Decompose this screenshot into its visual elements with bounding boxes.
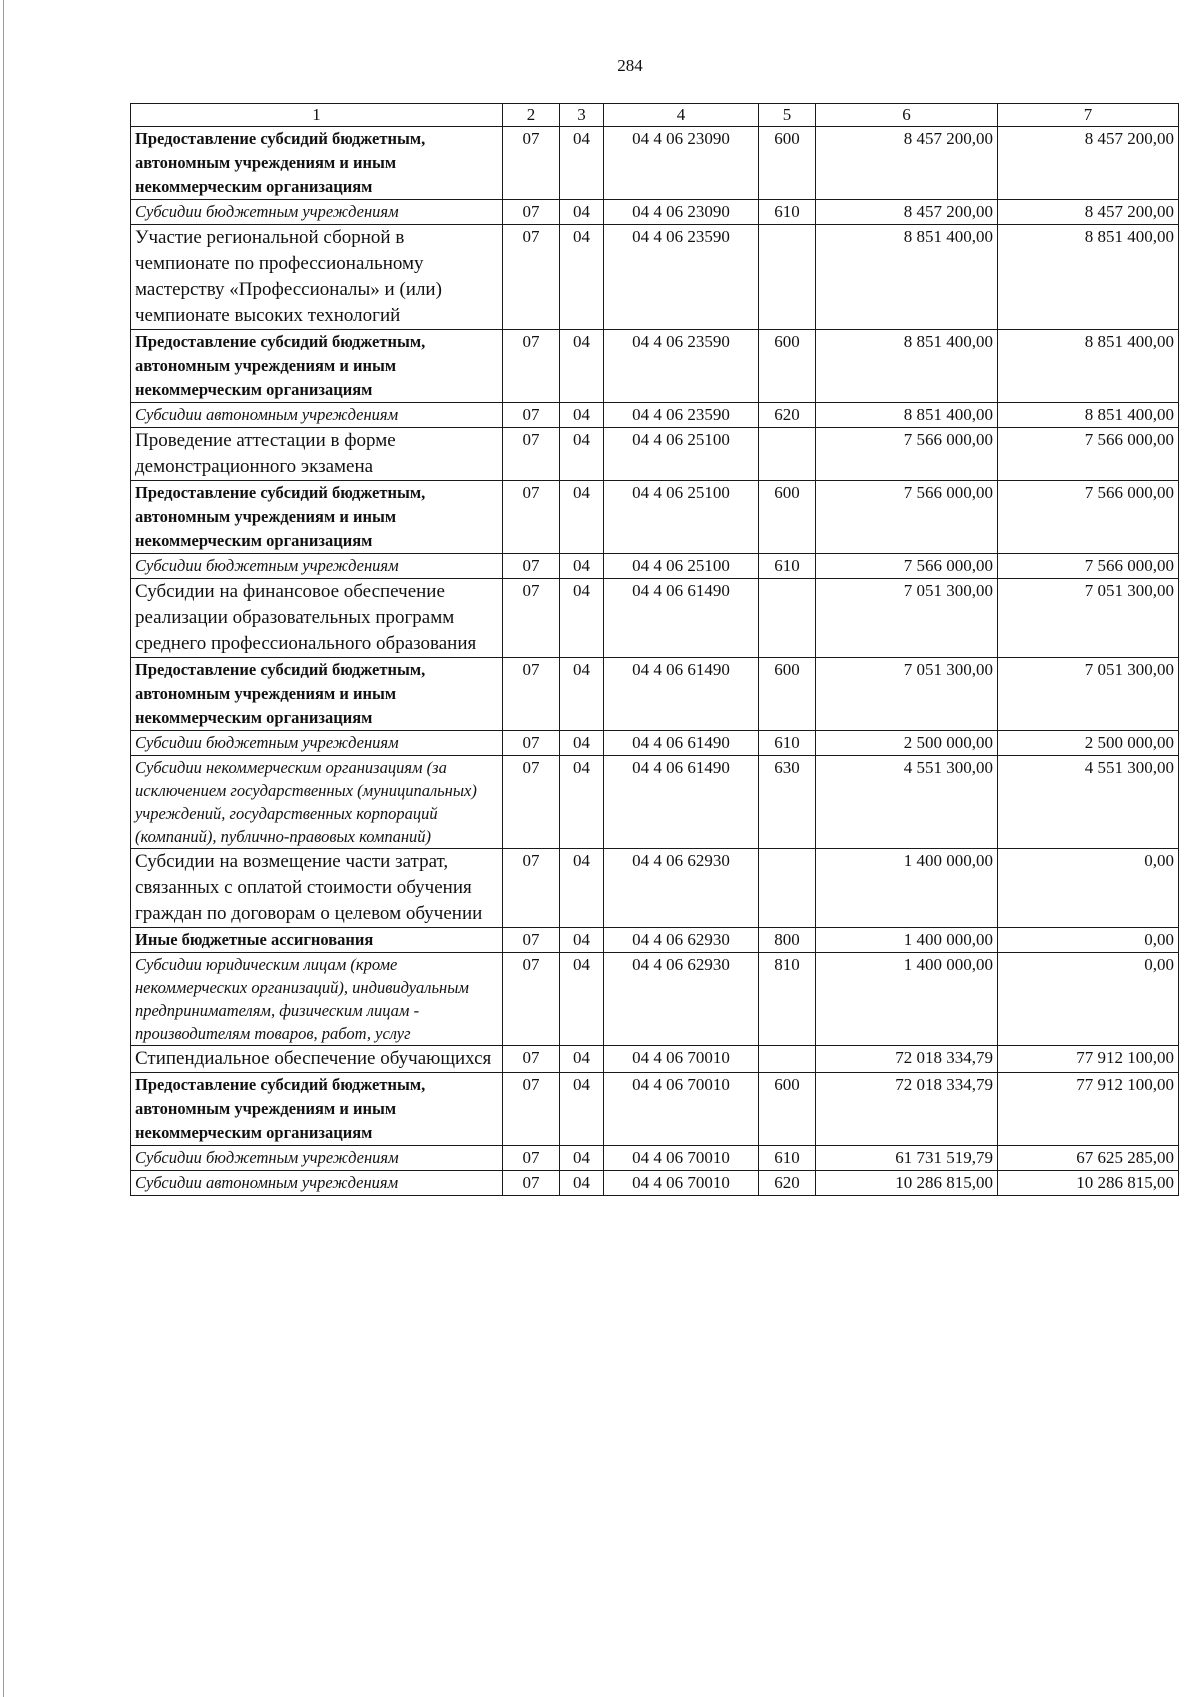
subsection-code-cell: 04 xyxy=(560,658,604,731)
section-code-cell: 07 xyxy=(503,756,560,849)
amount-col7-cell: 7 566 000,00 xyxy=(998,428,1179,481)
row-name-cell: Стипендиальное обеспечение обучающихся xyxy=(131,1046,503,1073)
expense-type-cell: 610 xyxy=(759,554,816,579)
table-row xyxy=(131,1146,1179,1171)
subsection-code-cell: 04 xyxy=(560,403,604,428)
table-body xyxy=(131,104,1179,1196)
subsection-code-cell: 04 xyxy=(560,953,604,1046)
table-row xyxy=(131,330,1179,403)
amount-col7-cell: 10 286 815,00 xyxy=(998,1171,1179,1196)
column-header: 5 xyxy=(759,104,816,127)
subsection-code-cell: 04 xyxy=(560,127,604,200)
expense-type-cell xyxy=(759,225,816,330)
expense-type-cell: 800 xyxy=(759,928,816,953)
table-row xyxy=(131,658,1179,731)
subsection-code-cell: 04 xyxy=(560,1146,604,1171)
amount-col7-cell: 8 457 200,00 xyxy=(998,200,1179,225)
amount-col6-cell: 8 851 400,00 xyxy=(816,403,998,428)
amount-col6-cell: 72 018 334,79 xyxy=(816,1073,998,1146)
amount-col6-cell: 2 500 000,00 xyxy=(816,731,998,756)
table-row xyxy=(131,928,1179,953)
expense-type-cell xyxy=(759,428,816,481)
amount-col6-cell: 1 400 000,00 xyxy=(816,928,998,953)
amount-col7-cell: 2 500 000,00 xyxy=(998,731,1179,756)
amount-col6-cell: 8 851 400,00 xyxy=(816,225,998,330)
section-code-cell: 07 xyxy=(503,554,560,579)
table-row xyxy=(131,953,1179,1046)
section-code-cell: 07 xyxy=(503,127,560,200)
amount-col7-cell: 77 912 100,00 xyxy=(998,1046,1179,1073)
subsection-code-cell: 04 xyxy=(560,554,604,579)
expense-type-cell: 620 xyxy=(759,403,816,428)
amount-col7-cell: 7 566 000,00 xyxy=(998,481,1179,554)
amount-col7-cell: 8 457 200,00 xyxy=(998,127,1179,200)
column-header: 3 xyxy=(560,104,604,127)
amount-col7-cell: 7 566 000,00 xyxy=(998,554,1179,579)
target-article-cell: 04 4 06 70010 xyxy=(604,1146,759,1171)
target-article-cell: 04 4 06 61490 xyxy=(604,579,759,658)
section-code-cell: 07 xyxy=(503,200,560,225)
target-article-cell: 04 4 06 23590 xyxy=(604,225,759,330)
target-article-cell: 04 4 06 61490 xyxy=(604,731,759,756)
amount-col6-cell: 7 051 300,00 xyxy=(816,579,998,658)
table-row xyxy=(131,225,1179,330)
subsection-code-cell: 04 xyxy=(560,928,604,953)
column-header: 1 xyxy=(131,104,503,127)
target-article-cell: 04 4 06 62930 xyxy=(604,849,759,928)
subsection-code-cell: 04 xyxy=(560,225,604,330)
table-row xyxy=(131,200,1179,225)
row-name-cell: Предоставление субсидий бюджетным, автономным учреждениям и иным некоммерческим организациям xyxy=(131,330,503,403)
header-row xyxy=(131,104,1179,127)
row-name-cell: Проведение аттестации в форме демонстрационного экзамена xyxy=(131,428,503,481)
amount-col6-cell: 1 400 000,00 xyxy=(816,953,998,1046)
table-row xyxy=(131,403,1179,428)
table-row xyxy=(131,579,1179,658)
amount-col6-cell: 4 551 300,00 xyxy=(816,756,998,849)
section-code-cell: 07 xyxy=(503,403,560,428)
target-article-cell: 04 4 06 70010 xyxy=(604,1046,759,1073)
amount-col7-cell: 67 625 285,00 xyxy=(998,1146,1179,1171)
amount-col6-cell: 1 400 000,00 xyxy=(816,849,998,928)
subsection-code-cell: 04 xyxy=(560,1046,604,1073)
target-article-cell: 04 4 06 23590 xyxy=(604,403,759,428)
row-name-cell: Субсидии бюджетным учреждениям xyxy=(131,1146,503,1171)
section-code-cell: 07 xyxy=(503,953,560,1046)
target-article-cell: 04 4 06 70010 xyxy=(604,1171,759,1196)
row-name-cell: Иные бюджетные ассигнования xyxy=(131,928,503,953)
amount-col7-cell: 8 851 400,00 xyxy=(998,330,1179,403)
subsection-code-cell: 04 xyxy=(560,200,604,225)
row-name-cell: Субсидии некоммерческим организациям (за исключением государственных (муниципальных) учреждений, государственных корпораций (компаний), публично-правовых компаний) xyxy=(131,756,503,849)
amount-col7-cell: 77 912 100,00 xyxy=(998,1073,1179,1146)
target-article-cell: 04 4 06 61490 xyxy=(604,756,759,849)
table-row xyxy=(131,849,1179,928)
amount-col6-cell: 7 566 000,00 xyxy=(816,428,998,481)
expense-type-cell: 600 xyxy=(759,1073,816,1146)
table-row xyxy=(131,554,1179,579)
subsection-code-cell: 04 xyxy=(560,756,604,849)
table-row xyxy=(131,127,1179,200)
amount-col7-cell: 8 851 400,00 xyxy=(998,225,1179,330)
section-code-cell: 07 xyxy=(503,481,560,554)
amount-col6-cell: 61 731 519,79 xyxy=(816,1146,998,1171)
column-header: 7 xyxy=(998,104,1179,127)
row-name-cell: Субсидии бюджетным учреждениям xyxy=(131,554,503,579)
table-row xyxy=(131,731,1179,756)
amount-col7-cell: 8 851 400,00 xyxy=(998,403,1179,428)
amount-col6-cell: 72 018 334,79 xyxy=(816,1046,998,1073)
amount-col6-cell: 7 051 300,00 xyxy=(816,658,998,731)
section-code-cell: 07 xyxy=(503,1046,560,1073)
amount-col6-cell: 8 457 200,00 xyxy=(816,200,998,225)
section-code-cell: 07 xyxy=(503,928,560,953)
section-code-cell: 07 xyxy=(503,428,560,481)
expense-type-cell: 600 xyxy=(759,658,816,731)
table-row xyxy=(131,1046,1179,1073)
subsection-code-cell: 04 xyxy=(560,731,604,756)
expense-type-cell: 600 xyxy=(759,481,816,554)
subsection-code-cell: 04 xyxy=(560,1171,604,1196)
row-name-cell: Субсидии на возмещение части затрат, связанных с оплатой стоимости обучения граждан по договорам о целевом обучении xyxy=(131,849,503,928)
section-code-cell: 07 xyxy=(503,1146,560,1171)
row-name-cell: Субсидии юридическим лицам (кроме некоммерческих организаций), индивидуальным предпринимателям, физическим лицам - производителям товаров, работ, услуг xyxy=(131,953,503,1046)
amount-col7-cell: 4 551 300,00 xyxy=(998,756,1179,849)
target-article-cell: 04 4 06 62930 xyxy=(604,953,759,1046)
amount-col7-cell: 0,00 xyxy=(998,849,1179,928)
target-article-cell: 04 4 06 62930 xyxy=(604,928,759,953)
expense-type-cell xyxy=(759,1046,816,1073)
expense-type-cell: 810 xyxy=(759,953,816,1046)
amount-col6-cell: 7 566 000,00 xyxy=(816,554,998,579)
row-name-cell: Субсидии на финансовое обеспечение реализации образовательных программ среднего профессионального образования xyxy=(131,579,503,658)
expense-type-cell: 600 xyxy=(759,127,816,200)
row-name-cell: Предоставление субсидий бюджетным, автономным учреждениям и иным некоммерческим организациям xyxy=(131,127,503,200)
budget-table xyxy=(130,103,1179,1196)
table-row xyxy=(131,756,1179,849)
table-row xyxy=(131,1171,1179,1196)
row-name-cell: Предоставление субсидий бюджетным, автономным учреждениям и иным некоммерческим организациям xyxy=(131,658,503,731)
amount-col6-cell: 7 566 000,00 xyxy=(816,481,998,554)
subsection-code-cell: 04 xyxy=(560,330,604,403)
column-header: 2 xyxy=(503,104,560,127)
expense-type-cell: 610 xyxy=(759,1146,816,1171)
table-row xyxy=(131,481,1179,554)
subsection-code-cell: 04 xyxy=(560,428,604,481)
expense-type-cell: 610 xyxy=(759,731,816,756)
subsection-code-cell: 04 xyxy=(560,481,604,554)
target-article-cell: 04 4 06 61490 xyxy=(604,658,759,731)
target-article-cell: 04 4 06 23090 xyxy=(604,200,759,225)
section-code-cell: 07 xyxy=(503,1171,560,1196)
section-code-cell: 07 xyxy=(503,658,560,731)
target-article-cell: 04 4 06 25100 xyxy=(604,554,759,579)
section-code-cell: 07 xyxy=(503,731,560,756)
amount-col7-cell: 0,00 xyxy=(998,953,1179,1046)
page-number: 284 xyxy=(617,56,643,75)
amount-col7-cell: 0,00 xyxy=(998,928,1179,953)
table-row xyxy=(131,1073,1179,1146)
amount-col6-cell: 10 286 815,00 xyxy=(816,1171,998,1196)
expense-type-cell: 630 xyxy=(759,756,816,849)
row-name-cell: Субсидии автономным учреждениям xyxy=(131,1171,503,1196)
expense-type-cell xyxy=(759,849,816,928)
section-code-cell: 07 xyxy=(503,579,560,658)
section-code-cell: 07 xyxy=(503,225,560,330)
expense-type-cell: 620 xyxy=(759,1171,816,1196)
subsection-code-cell: 04 xyxy=(560,849,604,928)
expense-type-cell xyxy=(759,579,816,658)
row-name-cell: Участие региональной сборной в чемпионате по профессиональному мастерству «Профессионалы» и (или) чемпионате высоких технологий xyxy=(131,225,503,330)
amount-col6-cell: 8 457 200,00 xyxy=(816,127,998,200)
expense-type-cell: 610 xyxy=(759,200,816,225)
row-name-cell: Субсидии бюджетным учреждениям xyxy=(131,731,503,756)
subsection-code-cell: 04 xyxy=(560,1073,604,1146)
scan-edge xyxy=(3,0,4,1697)
row-name-cell: Предоставление субсидий бюджетным, автономным учреждениям и иным некоммерческим организациям xyxy=(131,481,503,554)
row-name-cell: Предоставление субсидий бюджетным, автономным учреждениям и иным некоммерческим организациям xyxy=(131,1073,503,1146)
target-article-cell: 04 4 06 23590 xyxy=(604,330,759,403)
amount-col7-cell: 7 051 300,00 xyxy=(998,579,1179,658)
expense-type-cell: 600 xyxy=(759,330,816,403)
table-row xyxy=(131,428,1179,481)
section-code-cell: 07 xyxy=(503,330,560,403)
target-article-cell: 04 4 06 23090 xyxy=(604,127,759,200)
target-article-cell: 04 4 06 70010 xyxy=(604,1073,759,1146)
subsection-code-cell: 04 xyxy=(560,579,604,658)
row-name-cell: Субсидии автономным учреждениям xyxy=(131,403,503,428)
section-code-cell: 07 xyxy=(503,849,560,928)
row-name-cell: Субсидии бюджетным учреждениям xyxy=(131,200,503,225)
column-header: 6 xyxy=(816,104,998,127)
target-article-cell: 04 4 06 25100 xyxy=(604,481,759,554)
amount-col6-cell: 8 851 400,00 xyxy=(816,330,998,403)
section-code-cell: 07 xyxy=(503,1073,560,1146)
target-article-cell: 04 4 06 25100 xyxy=(604,428,759,481)
column-header: 4 xyxy=(604,104,759,127)
amount-col7-cell: 7 051 300,00 xyxy=(998,658,1179,731)
